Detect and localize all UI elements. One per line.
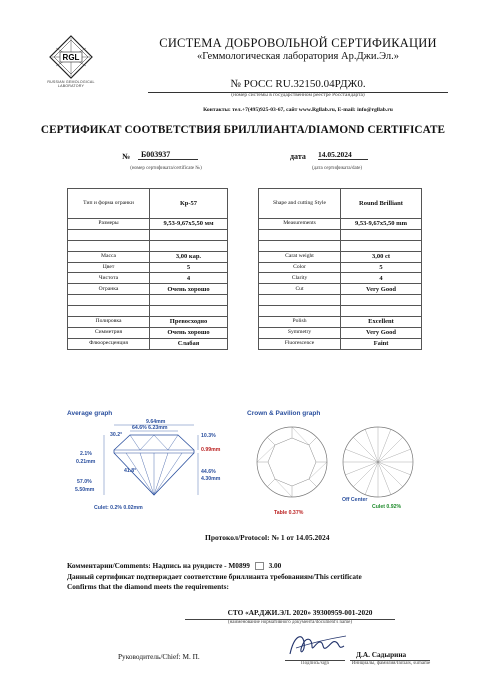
row-label: Color — [259, 262, 341, 273]
row-label — [259, 306, 341, 317]
svg-text:0.99mm: 0.99mm — [201, 447, 221, 453]
certificate-date: 14.05.2024 — [318, 150, 368, 160]
row-value: Very Good — [341, 327, 422, 338]
row-label: Флюоресценция — [68, 338, 150, 349]
diamond-logo-icon — [48, 34, 94, 80]
row-label — [68, 306, 150, 317]
number-label: № — [122, 152, 131, 161]
laboratory-name: «Геммологическая лаборатория Ар.Джи.Эл.» — [196, 51, 400, 62]
table-row — [259, 306, 422, 317]
svg-text:Culet: 0.2% 0.02mm: Culet: 0.2% 0.02mm — [94, 505, 143, 511]
row-label — [68, 295, 150, 306]
comments-inscription: Надпись на рундисте - М0899 — [152, 561, 250, 570]
svg-text:0.21mm: 0.21mm — [76, 459, 96, 465]
table-row — [259, 338, 422, 349]
table-row — [259, 240, 422, 251]
handwritten-signature — [282, 628, 352, 662]
table-row — [259, 262, 422, 273]
date-note: (дата сертификата/date) — [311, 166, 362, 171]
row-label: Тип и форма огранки — [68, 189, 150, 219]
row-label: Масса — [68, 251, 150, 262]
table-row — [68, 338, 228, 349]
standard-note: (наименование нормативного документа/document's name) — [227, 620, 353, 625]
comments — [67, 561, 281, 570]
name-note: Инициалы, фамилия/Initials, surname — [351, 661, 431, 666]
standard-document: СТО «АР.ДЖИ.ЭЛ. 2020» 39300959-001-2020 — [227, 608, 373, 617]
certificate-number: Б003937 — [138, 150, 198, 160]
row-value: Превосходно — [150, 317, 228, 328]
row-value: 3,00 кар. — [150, 251, 228, 262]
row-label: Measurements — [259, 219, 341, 230]
row-value: 5 — [150, 262, 228, 273]
table-row — [259, 284, 422, 295]
logo-subtitle-2: LABORATORY — [57, 84, 85, 88]
date-label: дата — [290, 152, 306, 161]
table-row — [259, 219, 422, 230]
row-value: 9,53-9,67х5,50 мм — [150, 219, 228, 230]
svg-text:10.3%: 10.3% — [201, 433, 216, 439]
row-value — [150, 295, 228, 306]
average-graph-title: Average graph — [67, 410, 113, 417]
row-value: 4 — [341, 273, 422, 284]
certificate-title: СЕРТИФИКАТ СООТВЕТСТВИЯ БРИЛЛИАНТА/DIAMOND CERTIFICATE — [40, 124, 446, 136]
signature-note: Подпись/sign — [300, 661, 330, 666]
stamp-mark-icon — [255, 562, 264, 570]
table-row — [259, 317, 422, 328]
row-value: Round Brilliant — [341, 189, 422, 219]
row-label: Cut — [259, 284, 341, 295]
row-value — [341, 295, 422, 306]
row-label: Carat weight — [259, 251, 341, 262]
row-label: Fluorescence — [259, 338, 341, 349]
protocol-value: 1 от 14.05.2024 — [280, 533, 330, 542]
contacts: Контакты: тел.+7(495)925-03-67, сайт www.Rgllab.ru, E-mail: info@rgllab.ru — [203, 107, 393, 113]
row-label: Симметрия — [68, 327, 150, 338]
row-value: 5 — [341, 262, 422, 273]
comments-inscription-tail: 3.00 — [268, 561, 282, 570]
svg-text:Culet 0.92%: Culet 0.92% — [372, 504, 402, 510]
row-value — [341, 240, 422, 251]
conformity-text-ru: Данный сертификат подтверждает соответствие бриллианта требованиям/This certificate — [67, 572, 362, 581]
table-row — [68, 189, 228, 219]
row-value: Очень хорошо — [150, 327, 228, 338]
table-row — [68, 219, 228, 230]
row-label — [68, 229, 150, 240]
row-label — [259, 240, 341, 251]
table-row — [259, 295, 422, 306]
svg-text:64.6% 6.23mm: 64.6% 6.23mm — [132, 425, 168, 431]
crown-pavilion-graph-title: Crown & Pavilion graph — [247, 410, 321, 417]
table-row — [68, 295, 228, 306]
svg-text:5.50mm: 5.50mm — [75, 487, 95, 493]
row-value — [341, 229, 422, 240]
row-label: Полировка — [68, 317, 150, 328]
svg-text:41.8°: 41.8° — [124, 468, 137, 474]
row-value — [341, 306, 422, 317]
table-row — [68, 306, 228, 317]
table-row — [259, 251, 422, 262]
row-label: Чистота — [68, 273, 150, 284]
table-row — [68, 251, 228, 262]
conformity-text-en: Confirms that the diamond meets the requirements: — [67, 582, 229, 591]
table-row — [68, 273, 228, 284]
table-row — [68, 262, 228, 273]
table-row — [68, 240, 228, 251]
signatory-name: Д.А. Садырина — [356, 650, 407, 659]
row-value: Very Good — [341, 284, 422, 295]
table-row — [259, 229, 422, 240]
characteristics-table-en — [258, 188, 422, 350]
row-value: Faint — [341, 338, 422, 349]
system-title: СИСТЕМА ДОБРОВОЛЬНОЙ СЕРТИФИКАЦИИ — [159, 36, 437, 50]
table-row — [259, 327, 422, 338]
row-value: Очень хорошо — [150, 284, 228, 295]
comments-label: Комментарии/Comments: — [67, 561, 151, 570]
svg-text:9.64mm: 9.64mm — [146, 419, 166, 425]
svg-text:30.2°: 30.2° — [110, 432, 123, 438]
row-label — [259, 229, 341, 240]
svg-text:4.30mm: 4.30mm — [201, 476, 221, 482]
row-value — [150, 306, 228, 317]
row-value: 3,00 ct — [341, 251, 422, 262]
table-row — [68, 229, 228, 240]
row-label: Размеры — [68, 219, 150, 230]
registration-note: (номер системы в государственном реестре Росстандарта) — [231, 92, 365, 98]
svg-text:2.1%: 2.1% — [80, 451, 92, 457]
row-value: Кр-57 — [150, 189, 228, 219]
svg-text:57.0%: 57.0% — [77, 479, 92, 485]
row-label: Shape and cutting Style — [259, 189, 341, 219]
row-label — [259, 295, 341, 306]
crown-pavilion-graph — [250, 418, 430, 518]
row-label: Огранка — [68, 284, 150, 295]
row-label: Polish — [259, 317, 341, 328]
characteristics-table-ru — [67, 188, 228, 350]
protocol — [205, 533, 329, 542]
table-row — [68, 284, 228, 295]
rgl-logo — [22, 34, 120, 96]
row-value — [150, 229, 228, 240]
table-row — [68, 317, 228, 328]
table-row — [259, 273, 422, 284]
chief-label: Руководитель/Chief: М. П. — [118, 652, 200, 661]
row-value: Слабая — [150, 338, 228, 349]
row-label: Clarity — [259, 273, 341, 284]
number-note: (номер сертификата/certificate №) — [130, 166, 202, 171]
row-label: Symmetry — [259, 327, 341, 338]
svg-text:Off Center: Off Center — [342, 497, 368, 503]
protocol-label: Протокол/Protocol: № — [205, 533, 280, 542]
svg-text:Table 0.37%: Table 0.37% — [274, 510, 304, 516]
row-value: 4 — [150, 273, 228, 284]
logo-subtitle-1: RUSSIAN GEMOLOGICAL — [47, 80, 95, 84]
table-row — [68, 327, 228, 338]
row-label — [68, 240, 150, 251]
row-label: Цвет — [68, 262, 150, 273]
table-row — [259, 189, 422, 219]
svg-text:RGL: RGL — [62, 53, 80, 62]
row-value — [150, 240, 228, 251]
row-value: Excellent — [341, 317, 422, 328]
registration-number: № РОСС RU.32150.04РДЖ0. — [230, 78, 366, 90]
average-graph — [64, 416, 234, 516]
svg-text:44.6%: 44.6% — [201, 469, 216, 475]
row-value: 9,53-9,67x5,50 mm — [341, 219, 422, 230]
